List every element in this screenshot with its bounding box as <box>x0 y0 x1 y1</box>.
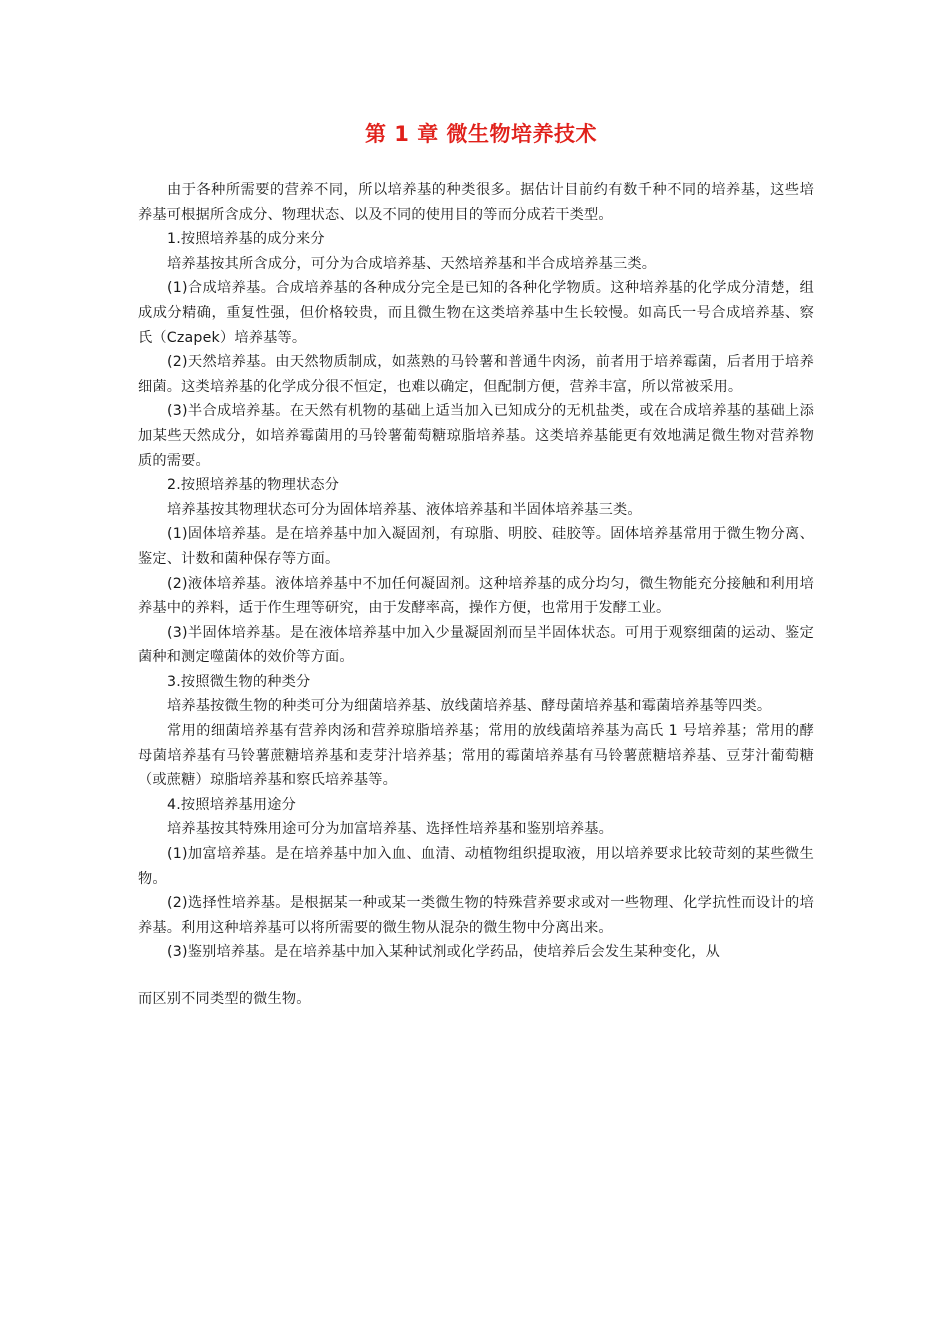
section-heading-usage: 4.按照培养基用途分 <box>167 796 297 813</box>
chapter-title: 第 1 章 微生物培养技术 <box>364 122 598 146</box>
paragraph: 培养基按其所含成分，可分为合成培养基、天然培养基和半合成培养基三类。 <box>167 255 657 272</box>
document-page <box>138 118 814 1012</box>
paragraph: (3)半固体培养基。是在液体培养基中加入少量凝固剂而呈半固体状态。可用于观察细菌的运动、鉴定菌种和测定噬菌体的效价等方面。 <box>138 624 814 666</box>
paragraph: 培养基按微生物的种类可分为细菌培养基、放线菌培养基、酵母菌培养基和霉菌培养基等四类。 <box>167 698 772 715</box>
paragraph: (2)液体培养基。液体培养基中不加任何凝固剂。这种培养基的成分均匀，微生物能充分接触和利用培养基中的养料，适于作生理等研究，由于发酵率高，操作方便，也常用于发酵工业。 <box>138 575 814 617</box>
paragraph: (1)固体培养基。是在培养基中加入凝固剂，有琼脂、明胶、硅胶等。固体培养基常用于微生物分离、鉴定、计数和菌种保存等方面。 <box>138 526 814 567</box>
paragraph: (2)选择性培养基。是根据某一种或某一类微生物的特殊营养要求或对一些物理、化学抗性而设计的培养基。利用这种培养基可以将所需要的微生物从混杂的微生物中分离出来。 <box>138 895 814 936</box>
paragraph: (2)天然培养基。由天然物质制成，如蒸熟的马铃薯和普通牛肉汤，前者用于培养霉菌，后者用于培养细菌。这类培养基的化学成分很不恒定，也难以确定，但配制方便，营养丰富，所以常被采用。 <box>138 354 814 395</box>
paragraph-final-line: 而区别不同类型的微生物。 <box>138 991 311 1007</box>
section-heading-physical-state: 2.按照培养基的物理状态分 <box>167 477 340 494</box>
paragraph: (3)半合成培养基。在天然有机物的基础上适当加入已知成分的无机盐类，或在合成培养基的基础上添加某些天然成分，如培养霉菌用的马铃薯葡萄糖琼脂培养基。这类培养基能更有效地满足微生物对营养物质的需要。 <box>138 403 814 469</box>
paragraph: 培养基按其特殊用途可分为加富培养基、选择性培养基和鉴别培养基。 <box>167 821 614 838</box>
paragraph-intro: 由于各种所需要的营养不同，所以培养基的种类很多。据估计目前约有数千种不同的培养基，这些培养基可根据所含成分、物理状态、以及不同的使用目的等而分成若干类型。 <box>138 182 814 223</box>
section-heading-microbe-type: 3.按照微生物的种类分 <box>167 673 311 690</box>
paragraph: (1)合成培养基。合成培养基的各种成分完全是已知的各种化学物质。这种培养基的化学成分清楚，组成成分精确，重复性强，但价格较贵，而且微生物在这类培养基中生长较慢。如高氏一号合成培养基、察氏（Czapek）培养基等。 <box>138 280 814 346</box>
paragraph: 培养基按其物理状态可分为固体培养基、液体培养基和半固体培养基三类。 <box>167 501 642 518</box>
paragraph: (1)加富培养基。是在培养基中加入血、血清、动植物组织提取液，用以培养要求比较苛刻的某些微生物。 <box>138 846 814 887</box>
section-heading-composition: 1.按照培养基的成分来分 <box>167 231 325 248</box>
paragraph: (3)鉴别培养基。是在培养基中加入某种试剂或化学药品，使培养后会发生某种变化，从 <box>167 944 721 961</box>
paragraph: 常用的细菌培养基有营养肉汤和营养琼脂培养基；常用的放线菌培养基为高氏 1 号培养基；常用的酵母菌培养基有马铃薯蔗糖培养基和麦芽汁培养基；常用的霉菌培养基有马铃薯蔗糖培养基、豆芽汁葡萄糖（或蔗糖）琼脂培养基和察氏培养基等。 <box>138 723 814 789</box>
